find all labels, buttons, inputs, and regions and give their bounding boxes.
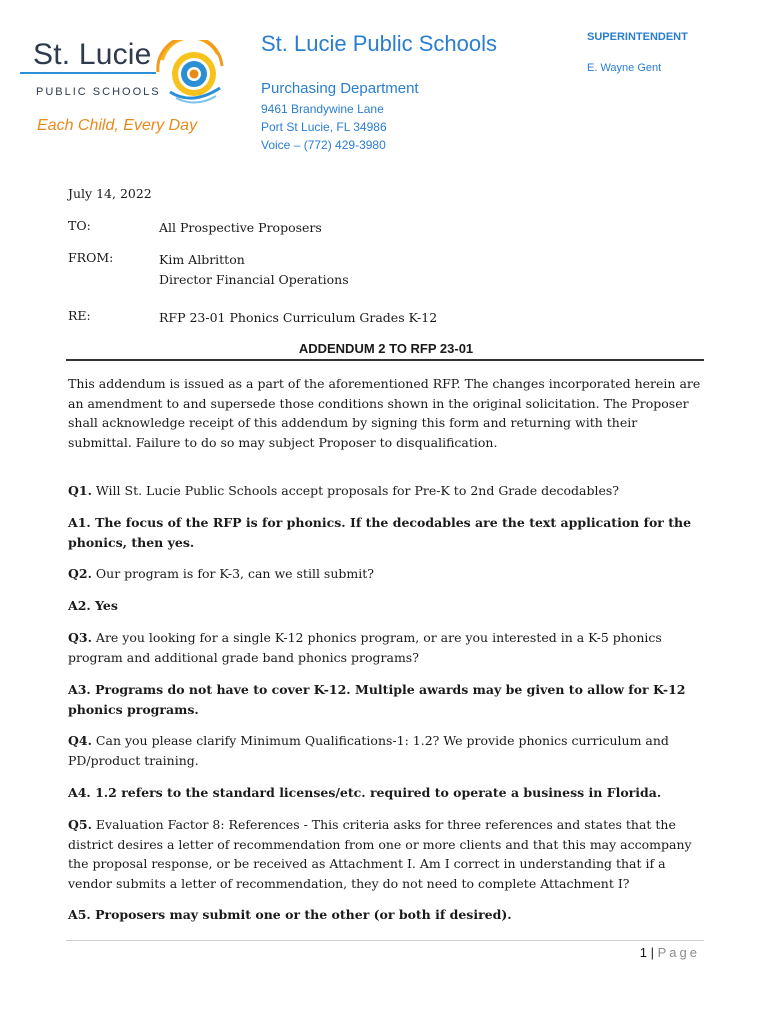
logo-underline: [20, 72, 156, 74]
page-number: 1: [639, 945, 647, 960]
question-2: [68, 564, 704, 584]
memo-from-title: Director Financial Operations: [159, 271, 349, 287]
question-text: Will St. Lucie Public Schools accept proposals for Pre-K to 2nd Grade decodables?: [91, 483, 619, 498]
question-3: [68, 628, 704, 667]
question-label: Q2.: [68, 566, 92, 581]
address-block: [261, 100, 387, 154]
memo-from-name: Kim Albritton: [159, 252, 245, 267]
question-text: Can you please clarify Minimum Qualifications-1: 1.2? We provide phonics curriculum and PD/product training.: [68, 733, 669, 768]
answer-1: A1. The focus of the RFP is for phonics. If the decodables are the text application for the phonics, then yes.: [68, 515, 692, 550]
memo-from-value: [159, 250, 349, 289]
intro-paragraph: This addendum is issued as a part of the aforementioned RFP. The changes incorporated herein are an amendment to and supersede those conditions shown in the original solicitation. The Proposer shall acknowledge receipt of this addendum by signing this form and returning with their submittal. Failure to do so may subject Proposer to disqualification.: [68, 376, 701, 450]
phone-line: Voice – (772) 429-3980: [261, 138, 386, 152]
question-5: [68, 815, 704, 893]
address-line: 9461 Brandywine Lane: [261, 102, 384, 116]
page-separator: |: [650, 945, 654, 960]
memo-from-label: FROM:: [68, 250, 114, 265]
title-rule: [66, 359, 704, 361]
question-1: [68, 481, 704, 501]
question-label: Q5.: [68, 817, 92, 832]
question-label: Q3.: [68, 630, 92, 645]
question-label: Q1.: [68, 483, 92, 498]
answer-4: A4. 1.2 refers to the standard licenses/etc. required to operate a business in Florida.: [68, 785, 662, 800]
page-word: Page: [657, 945, 700, 960]
address-line: Port St Lucie, FL 34986: [261, 120, 387, 134]
department-name: Purchasing Department: [261, 80, 419, 97]
memo-re-value: RFP 23-01 Phonics Curriculum Grades K-12: [159, 310, 438, 325]
answer-3: A3. Programs do not have to cover K-12. Multiple awards may be given to allow for K-12 phonics programs.: [68, 682, 686, 717]
footer-rule: [66, 940, 704, 941]
memo-re-label: RE:: [68, 308, 91, 323]
memo-to-value: All Prospective Proposers: [159, 220, 322, 235]
question-text: Our program is for K-3, can we still submit?: [91, 566, 374, 581]
logo-wordmark: St. Lucie: [33, 38, 152, 71]
memo-date: July 14, 2022: [68, 186, 152, 201]
district-name: St. Lucie Public Schools: [261, 31, 498, 56]
superintendent-name: E. Wayne Gent: [587, 62, 662, 74]
question-4: [68, 731, 704, 770]
question-label: Q4.: [68, 733, 92, 748]
sun-logo-icon: [152, 40, 230, 106]
memo-to-label: TO:: [68, 218, 91, 233]
logo-subtitle: PUBLIC SCHOOLS: [36, 86, 161, 98]
logo-tagline: Each Child, Every Day: [37, 117, 198, 134]
superintendent-title: SUPERINTENDENT: [587, 31, 688, 43]
question-text: Are you looking for a single K-12 phonics program, or are you interested in a K-5 phonics program and additional grade band phonics programs?: [68, 630, 662, 665]
answer-5: A5. Proposers may submit one or the other (or both if desired).: [68, 907, 512, 922]
answer-2: A2. Yes: [68, 598, 118, 613]
page-footer: [640, 945, 700, 960]
question-text: Evaluation Factor 8: References - This criteria asks for three references and states that the district desires a letter of recommendation from one or more clients and that this may accompany the proposal response, or be received as Attachment I. Am I correct in understanding that if a vendor submits a letter of recommendation, they do not need to complete Attachment I?: [68, 817, 692, 891]
addendum-title: ADDENDUM 2 TO RFP 23-01: [298, 341, 474, 356]
